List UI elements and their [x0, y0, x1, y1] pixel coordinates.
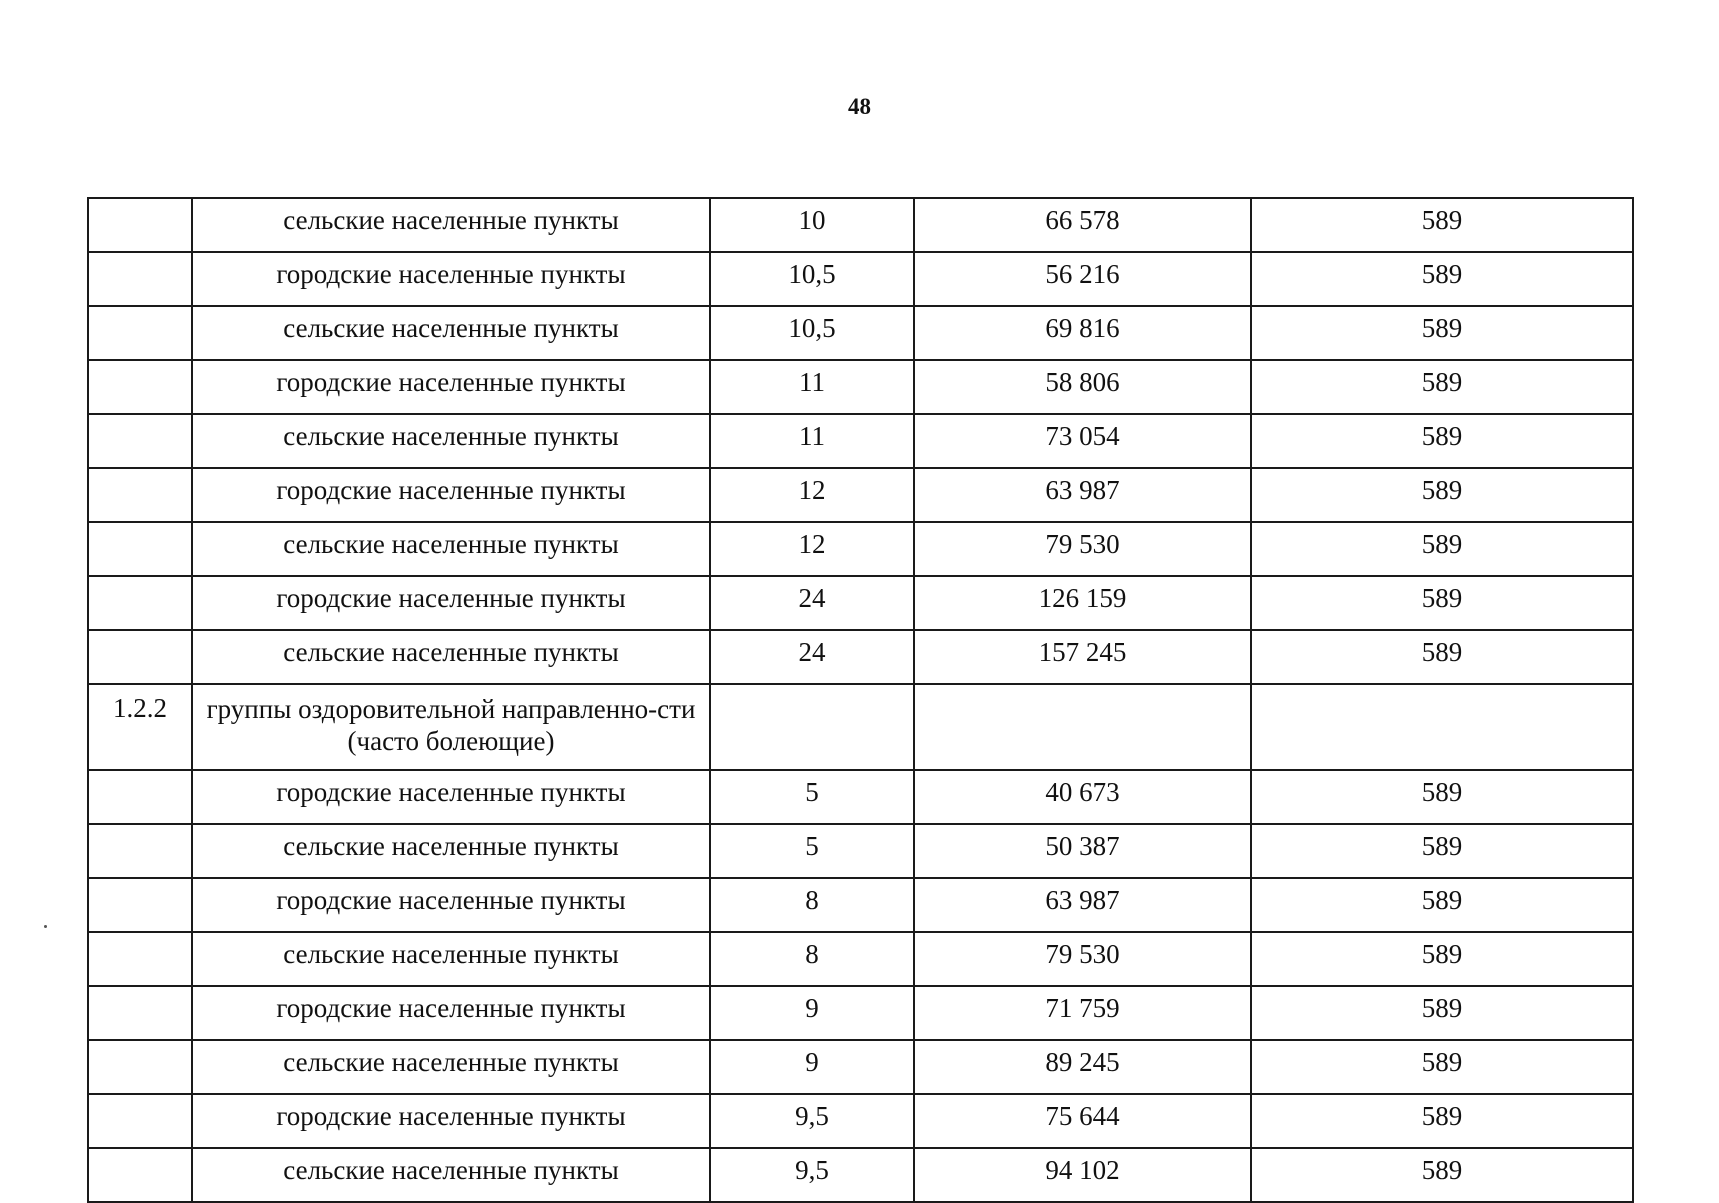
row-number-cell [88, 932, 192, 986]
settlement-type-cell: городские населенные пункты [192, 576, 710, 630]
settlement-type-cell: городские населенные пункты [192, 360, 710, 414]
hours-cell: 12 [710, 522, 914, 576]
hours-cell: 8 [710, 932, 914, 986]
cost-cell: 40 673 [914, 770, 1251, 824]
cost-cell: 126 159 [914, 576, 1251, 630]
hours-cell: 9 [710, 986, 914, 1040]
code-cell: 589 [1251, 1040, 1633, 1094]
cost-cell: 56 216 [914, 252, 1251, 306]
table-section-row [88, 684, 1633, 770]
settlement-type-cell: городские населенные пункты [192, 1094, 710, 1148]
code-cell: 589 [1251, 252, 1633, 306]
row-number-cell [88, 468, 192, 522]
hours-cell: 10 [710, 198, 914, 252]
table-row [88, 878, 1633, 932]
row-number-cell [88, 986, 192, 1040]
code-cell: 589 [1251, 878, 1633, 932]
hours-cell: 10,5 [710, 306, 914, 360]
settlement-type-cell: городские населенные пункты [192, 252, 710, 306]
settlement-type-cell: городские населенные пункты [192, 468, 710, 522]
section-title-cell: группы оздоровительной направленно-сти (часто болеющие) [192, 684, 710, 770]
hours-cell: 8 [710, 878, 914, 932]
settlement-type-cell: сельские населенные пункты [192, 522, 710, 576]
hours-cell: 24 [710, 576, 914, 630]
row-number-cell [88, 252, 192, 306]
rates-table [87, 197, 1634, 1203]
scan-speck [44, 925, 47, 928]
settlement-type-cell: сельские населенные пункты [192, 306, 710, 360]
cost-cell: 63 987 [914, 878, 1251, 932]
settlement-type-cell: городские населенные пункты [192, 986, 710, 1040]
row-number-cell [88, 824, 192, 878]
table-row [88, 630, 1633, 684]
settlement-type-cell: сельские населенные пункты [192, 630, 710, 684]
code-cell: 589 [1251, 824, 1633, 878]
row-number-cell [88, 770, 192, 824]
cost-cell: 63 987 [914, 468, 1251, 522]
cost-cell: 157 245 [914, 630, 1251, 684]
settlement-type-cell: сельские населенные пункты [192, 198, 710, 252]
code-cell: 589 [1251, 630, 1633, 684]
section-number-cell: 1.2.2 [88, 684, 192, 770]
table-row [88, 1148, 1633, 1202]
page-number: 48 [848, 94, 871, 119]
code-cell: 589 [1251, 1094, 1633, 1148]
hours-cell: 5 [710, 824, 914, 878]
table-row [88, 306, 1633, 360]
code-cell: 589 [1251, 306, 1633, 360]
code-cell: 589 [1251, 414, 1633, 468]
settlement-type-cell: городские населенные пункты [192, 770, 710, 824]
table-row [88, 1094, 1633, 1148]
table-row [88, 360, 1633, 414]
code-cell: 589 [1251, 986, 1633, 1040]
cost-cell: 50 387 [914, 824, 1251, 878]
settlement-type-cell: сельские населенные пункты [192, 1148, 710, 1202]
cost-cell: 79 530 [914, 932, 1251, 986]
row-number-cell [88, 198, 192, 252]
table-row [88, 1040, 1633, 1094]
code-cell: 589 [1251, 1148, 1633, 1202]
hours-cell: 9 [710, 1040, 914, 1094]
hours-cell: 24 [710, 630, 914, 684]
code-cell: 589 [1251, 932, 1633, 986]
code-cell: 589 [1251, 468, 1633, 522]
table-row [88, 824, 1633, 878]
cost-cell: 58 806 [914, 360, 1251, 414]
table-row [88, 414, 1633, 468]
hours-cell: 12 [710, 468, 914, 522]
code-cell: 589 [1251, 770, 1633, 824]
hours-cell: 5 [710, 770, 914, 824]
cost-cell [914, 684, 1251, 770]
cost-cell: 71 759 [914, 986, 1251, 1040]
row-number-cell [88, 306, 192, 360]
cost-cell: 69 816 [914, 306, 1251, 360]
row-number-cell [88, 1094, 192, 1148]
table-row [88, 522, 1633, 576]
code-cell: 589 [1251, 360, 1633, 414]
table-row [88, 932, 1633, 986]
table-row [88, 576, 1633, 630]
row-number-cell [88, 630, 192, 684]
code-cell [1251, 684, 1633, 770]
settlement-type-cell: сельские населенные пункты [192, 414, 710, 468]
hours-cell: 10,5 [710, 252, 914, 306]
code-cell: 589 [1251, 522, 1633, 576]
table-row [88, 468, 1633, 522]
row-number-cell [88, 878, 192, 932]
hours-cell: 11 [710, 360, 914, 414]
cost-cell: 79 530 [914, 522, 1251, 576]
code-cell: 589 [1251, 198, 1633, 252]
cost-cell: 94 102 [914, 1148, 1251, 1202]
table-row [88, 770, 1633, 824]
hours-cell: 9,5 [710, 1148, 914, 1202]
row-number-cell [88, 360, 192, 414]
cost-cell: 89 245 [914, 1040, 1251, 1094]
row-number-cell [88, 576, 192, 630]
row-number-cell [88, 414, 192, 468]
row-number-cell [88, 1040, 192, 1094]
hours-cell: 9,5 [710, 1094, 914, 1148]
cost-cell: 73 054 [914, 414, 1251, 468]
settlement-type-cell: городские населенные пункты [192, 878, 710, 932]
cost-cell: 66 578 [914, 198, 1251, 252]
row-number-cell [88, 522, 192, 576]
settlement-type-cell: сельские населенные пункты [192, 932, 710, 986]
hours-cell [710, 684, 914, 770]
cost-cell: 75 644 [914, 1094, 1251, 1148]
code-cell: 589 [1251, 576, 1633, 630]
settlement-type-cell: сельские населенные пункты [192, 824, 710, 878]
hours-cell: 11 [710, 414, 914, 468]
row-number-cell [88, 1148, 192, 1202]
table-row [88, 252, 1633, 306]
settlement-type-cell: сельские населенные пункты [192, 1040, 710, 1094]
table-row [88, 198, 1633, 252]
table-row [88, 986, 1633, 1040]
